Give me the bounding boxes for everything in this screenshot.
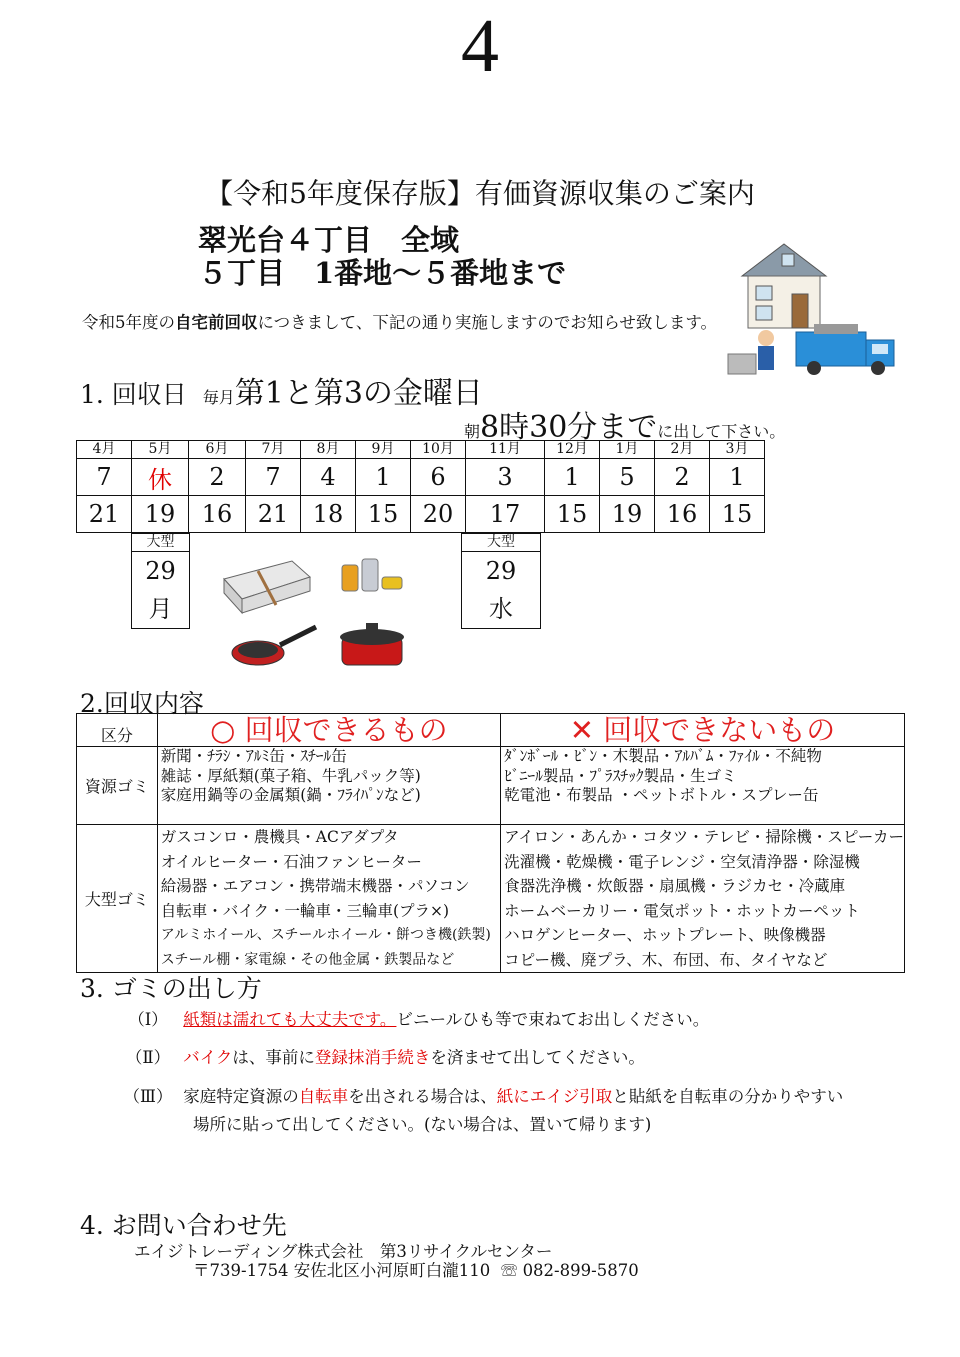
calendar-day: 18 [301, 496, 356, 533]
howto-text: を出される場合は、 [348, 1087, 497, 1106]
howto-num: （Ⅱ） [125, 1048, 171, 1067]
deadline-suffix: に出して下さい。 [657, 422, 786, 441]
howto-num: （Ⅲ） [123, 1087, 173, 1106]
howto-text: 場所に貼って出してください。(ない場合は、置いて帰ります) [193, 1115, 652, 1134]
calendar-day: 休 [132, 459, 189, 496]
item-line: 乾電池・布製品 ・ペットボトル・スプレー缶 [504, 786, 819, 804]
howto-num: （Ⅰ） [128, 1010, 168, 1029]
accepted-large-items [157, 825, 500, 973]
calendar-day: 21 [77, 496, 132, 533]
calendar-day: 1 [710, 459, 765, 496]
calendar-day: 4 [301, 459, 356, 496]
howto-text: と貼紙を自転車の分かりやすい [612, 1087, 844, 1106]
calendar-day: 15 [356, 496, 411, 533]
calendar-day: 16 [655, 496, 710, 533]
calendar-month: 12月 [545, 441, 600, 459]
calendar-month: 5月 [132, 441, 189, 459]
calendar-day: 1 [356, 459, 411, 496]
item-line: コピー機、廃プラ、木、布団、布、タイヤなど [504, 950, 828, 969]
howto-text: ビニールひも等で束ねてお出しください。 [396, 1010, 710, 1029]
large-label: 大型 [132, 534, 189, 552]
accepted-resource-items [157, 747, 500, 825]
calendar-month: 11月 [466, 441, 545, 459]
howto-text: は、事前に [232, 1048, 315, 1067]
house-truck-illustration [722, 236, 902, 386]
page-number: 4 [461, 4, 499, 88]
large-label: 大型 [462, 534, 540, 552]
howto-text: を済ませて出してください。 [430, 1048, 645, 1067]
calendar-month: 3月 [710, 441, 765, 459]
calendar-month: 10月 [411, 441, 466, 459]
item-line: ハロゲンヒーター、ホットプレート、映像機器 [504, 926, 826, 944]
calendar-month: 8月 [301, 441, 356, 459]
item-line: アルミホイール、スチールホイール・餅つき機(鉄製) [160, 927, 491, 943]
item-line: オイルヒーター・石油ファンヒーター [160, 852, 422, 871]
item-line: ガスコンロ・農機具・ACアダプタ [160, 828, 399, 846]
large-weekday: 月 [148, 595, 173, 623]
contact-company: エイジトレーディング株式会社 第3リサイクルセンター [134, 1242, 553, 1261]
calendar-month: 4月 [77, 441, 132, 459]
newspaper-bundle-icon [224, 561, 310, 613]
calendar-day: 7 [246, 459, 301, 496]
header-category: 区分 [77, 714, 158, 747]
calendar-day: 19 [132, 496, 189, 533]
cans-icon [342, 559, 402, 591]
large-collection-may [131, 533, 190, 629]
howto-3 [118, 1083, 843, 1139]
rejected-large-items [501, 825, 905, 973]
item-line: アイロン・あんか・コタツ・テレビ・掃除機・スピーカー [504, 828, 904, 846]
monthly-label: 毎月 [202, 388, 235, 407]
calendar-day: 21 [246, 496, 301, 533]
contact-address: 〒739-1754 安佐北区小河原町白瀧110 [193, 1261, 491, 1280]
area-line-1: 翠光台４丁目 全域 [198, 223, 460, 257]
howto-1 [118, 1006, 709, 1030]
recyclables-illustration [218, 555, 428, 675]
calendar-day: 2 [655, 459, 710, 496]
large-weekday: 水 [489, 595, 513, 623]
item-line: 新聞・ﾁﾗｼ・ｱﾙﾐ缶・ｽﾁｰﾙ缶 [160, 747, 347, 765]
deadline-time: 8時30分まで [480, 410, 658, 445]
calendar-month: 2月 [655, 441, 710, 459]
section-3-heading: 3. ゴミの出し方 [80, 974, 262, 1003]
item-line: 洗濯機・乾燥機・電子レンジ・空気清浄器・除湿機 [504, 852, 860, 871]
calendar-day: 20 [411, 496, 466, 533]
howto-red: 自転車 [298, 1087, 349, 1106]
calendar-day: 16 [189, 496, 246, 533]
item-line: 雑誌・厚紙類(菓子箱、牛乳パック等) [160, 766, 421, 785]
calendar-day: 19 [600, 496, 655, 533]
item-line: スチール棚・家電線・その他金属・鉄製品など [160, 951, 455, 968]
intro-bold: 自宅前回収 [175, 313, 258, 332]
calendar-day: 15 [545, 496, 600, 533]
collection-calendar [76, 440, 765, 533]
item-line: ホームベーカリー・電気ポット・ホットカーペット [504, 901, 860, 920]
calendar-month: 7月 [246, 441, 301, 459]
howto-red: バイク [183, 1048, 233, 1067]
header-not-accepted: ✕ 回収できないもの [501, 714, 905, 747]
item-line: 給湯器・エアコン・携帯端末機器・パソコン [160, 877, 470, 895]
page-title: 【令和5年度保存版】有価資源収集のご案内 [205, 177, 755, 210]
intro-text [82, 309, 717, 333]
large-day: 29 [145, 557, 176, 585]
howto-text: 家庭特定資源の [183, 1087, 299, 1106]
frying-pan-icon [232, 627, 316, 665]
section-2-heading: 2.回収内容 [80, 689, 204, 718]
item-line: 自転車・バイク・一輪車・三輪車(プラ×) [160, 901, 450, 920]
calendar-day: 5 [600, 459, 655, 496]
collection-rule: 第1と第3の金曜日 [234, 376, 483, 411]
calendar-month: 9月 [356, 441, 411, 459]
rejected-resource-items [501, 747, 905, 825]
deadline-prefix: 朝 [464, 422, 481, 441]
howto-red: 紙にエイジ引取 [496, 1087, 613, 1106]
calendar-day: 2 [189, 459, 246, 496]
howto-2 [118, 1044, 645, 1068]
header-accepted: ○ 回収できるもの [157, 714, 500, 747]
large-collection-nov [461, 533, 541, 629]
calendar-month: 6月 [189, 441, 246, 459]
contact-phone: 082-899-5870 [522, 1261, 639, 1280]
calendar-day: 3 [466, 459, 545, 496]
item-line: ﾋﾞﾆｰﾙ製品・ﾌﾟﾗｽﾁｯｸ製品・生ゴミ [504, 766, 737, 785]
item-line: 家庭用鍋等の金属類(鍋・ﾌﾗｲﾊﾟﾝなど) [160, 786, 421, 804]
howto-red: 紙類は濡れても大丈夫です。 [183, 1010, 397, 1029]
category-resource: 資源ゴミ [77, 747, 158, 825]
large-day: 29 [485, 557, 517, 585]
section-4-heading: 4. お問い合わせ先 [80, 1211, 287, 1240]
area-heading [198, 224, 566, 290]
contact-address-line [193, 1257, 639, 1281]
area-line-2: ５丁目 1番地～５番地まで [198, 256, 567, 290]
calendar-day: 15 [710, 496, 765, 533]
section-1-label: 1. 回収日 [80, 380, 187, 409]
howto-red: 登録抹消手続き [314, 1048, 431, 1067]
calendar-day: 6 [411, 459, 466, 496]
item-line: 食器洗浄機・炊飯器・扇風機・ラジカセ・冷蔵庫 [504, 877, 846, 895]
calendar-day: 17 [466, 496, 545, 533]
section-1-heading [80, 368, 483, 412]
calendar-day: 1 [545, 459, 600, 496]
calendar-month: 1月 [600, 441, 655, 459]
calendar-day: 7 [77, 459, 132, 496]
items-table [76, 713, 905, 973]
category-large: 大型ゴミ [77, 825, 158, 973]
intro-pre: 令和5年度の [82, 313, 175, 332]
pot-icon [340, 623, 404, 665]
item-line: ﾀﾞﾝﾎﾞｰﾙ・ﾋﾞﾝ・木製品・ｱﾙﾊﾞﾑ・ﾌｧｲﾙ・不純物 [504, 747, 822, 765]
intro-post: につきまして、下記の通り実施しますのでお知らせ致します。 [257, 313, 718, 332]
phone-icon: ☏ [500, 1261, 518, 1280]
